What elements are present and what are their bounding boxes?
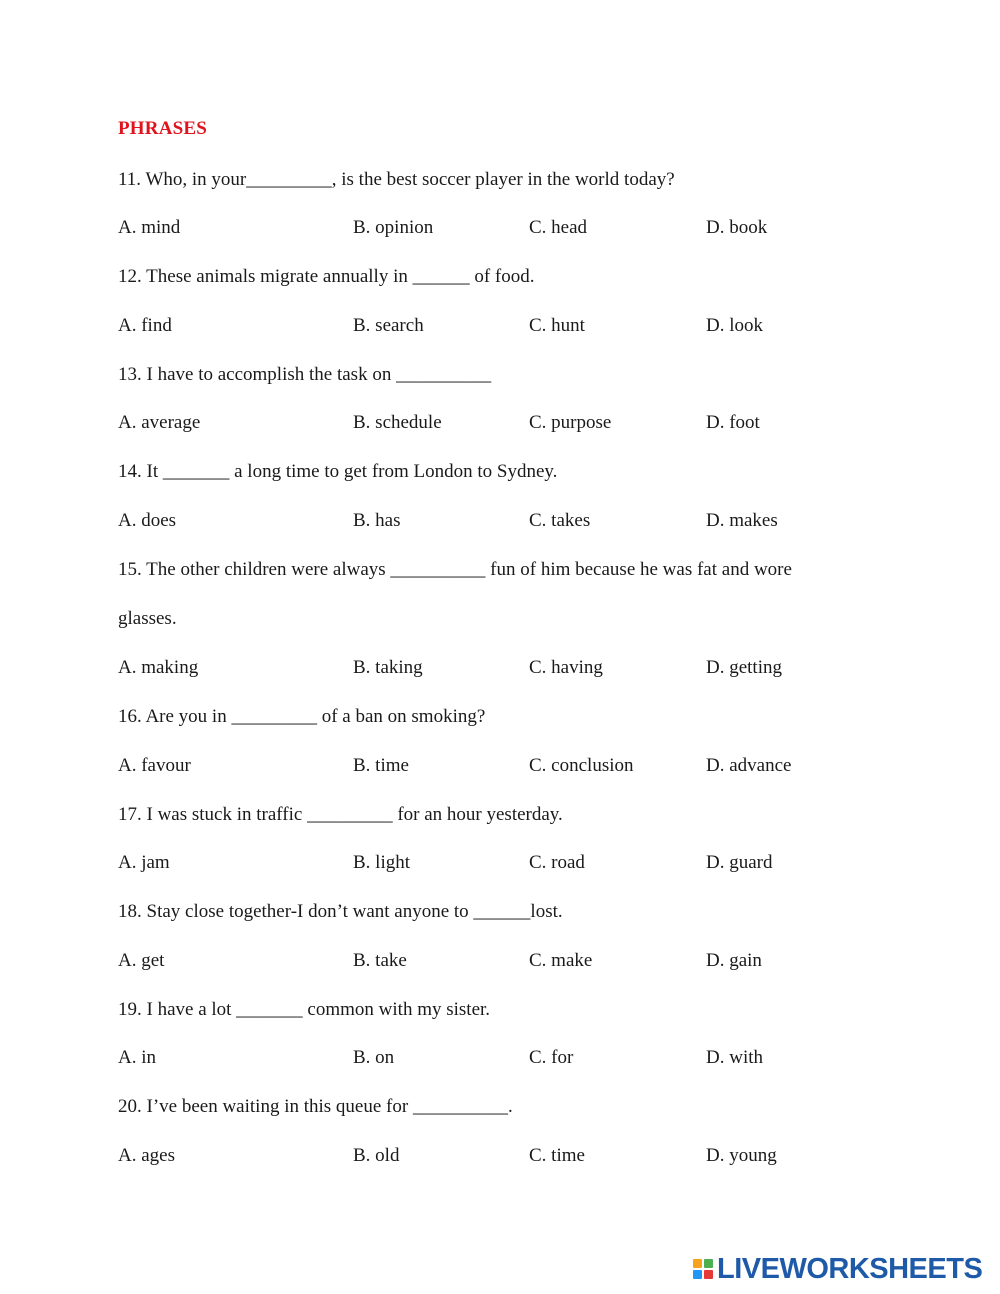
- option-b[interactable]: B. old: [353, 1145, 400, 1166]
- option-d[interactable]: D. guard: [706, 852, 773, 873]
- option-a[interactable]: A. find: [118, 315, 172, 336]
- option-a[interactable]: A. average: [118, 412, 201, 433]
- question-18-options: [118, 949, 918, 973]
- option-b[interactable]: B. taking: [353, 657, 423, 678]
- option-c[interactable]: C. conclusion: [529, 755, 634, 776]
- option-a[interactable]: A. making: [118, 657, 199, 678]
- liveworksheets-logo[interactable]: [693, 1254, 982, 1284]
- question-20-options: [118, 1144, 918, 1168]
- question-13-options: [118, 411, 918, 435]
- question-20-text: 20. I’ve been waiting in this queue for __________.: [118, 1096, 513, 1117]
- question-16-options: [118, 754, 918, 778]
- option-d[interactable]: D. makes: [706, 510, 778, 531]
- option-d[interactable]: D. with: [706, 1047, 763, 1068]
- question-15-text-continued: glasses.: [118, 608, 177, 629]
- option-d[interactable]: D. young: [706, 1145, 777, 1166]
- option-c[interactable]: C. for: [529, 1047, 574, 1068]
- question-18-text: 18. Stay close together-I don’t want anyone to ______lost.: [118, 901, 563, 922]
- question-11-text: 11. Who, in your_________, is the best soccer player in the world today?: [118, 169, 675, 190]
- logo-square-3: [693, 1270, 702, 1279]
- option-c[interactable]: C. having: [529, 657, 603, 678]
- option-b[interactable]: B. light: [353, 852, 411, 873]
- option-a[interactable]: A. jam: [118, 852, 170, 873]
- option-b[interactable]: B. search: [353, 315, 424, 336]
- option-a[interactable]: A. get: [118, 950, 165, 971]
- logo-square-1: [693, 1259, 702, 1268]
- option-c[interactable]: C. purpose: [529, 412, 612, 433]
- question-17-text: 17. I was stuck in traffic _________ for an hour yesterday.: [118, 804, 563, 825]
- question-19-options: [118, 1046, 918, 1070]
- option-d[interactable]: D. gain: [706, 950, 762, 971]
- question-14-options: [118, 509, 918, 533]
- question-13-text: 13. I have to accomplish the task on __________: [118, 364, 492, 385]
- option-c[interactable]: C. hunt: [529, 315, 585, 336]
- question-19-text: 19. I have a lot _______ common with my sister.: [118, 999, 491, 1020]
- option-a[interactable]: A. favour: [118, 755, 191, 776]
- option-d[interactable]: D. look: [706, 315, 763, 336]
- logo-text: LIVEWORKSHEETS: [717, 1252, 983, 1285]
- option-c[interactable]: C. time: [529, 1145, 585, 1166]
- option-d[interactable]: D. book: [706, 217, 768, 238]
- section-title: PHRASES: [118, 118, 208, 139]
- question-17-options: [118, 851, 918, 875]
- option-d[interactable]: D. getting: [706, 657, 782, 678]
- option-a[interactable]: A. ages: [118, 1145, 175, 1166]
- option-c[interactable]: C. head: [529, 217, 588, 238]
- option-d[interactable]: D. foot: [706, 412, 760, 433]
- question-14-text: 14. It _______ a long time to get from London to Sydney.: [118, 461, 558, 482]
- option-a[interactable]: A. in: [118, 1047, 156, 1068]
- option-b[interactable]: B. schedule: [353, 412, 442, 433]
- question-11-options: [118, 216, 918, 240]
- option-c[interactable]: C. road: [529, 852, 585, 873]
- option-a[interactable]: A. mind: [118, 217, 181, 238]
- liveworksheets-logo-icon: [693, 1259, 713, 1279]
- option-b[interactable]: B. on: [353, 1047, 395, 1068]
- option-b[interactable]: B. time: [353, 755, 409, 776]
- question-15-options: [118, 656, 918, 680]
- option-d[interactable]: D. advance: [706, 755, 792, 776]
- logo-square-4: [704, 1270, 713, 1279]
- question-12-options: [118, 314, 918, 338]
- option-b[interactable]: B. take: [353, 950, 407, 971]
- question-15-text: 15. The other children were always __________ fun of him because he was fat and wore: [118, 559, 792, 580]
- option-a[interactable]: A. does: [118, 510, 177, 531]
- logo-square-2: [704, 1259, 713, 1268]
- option-c[interactable]: C. make: [529, 950, 593, 971]
- option-c[interactable]: C. takes: [529, 510, 591, 531]
- option-b[interactable]: B. opinion: [353, 217, 434, 238]
- question-12-text: 12. These animals migrate annually in ______ of food.: [118, 266, 535, 287]
- option-b[interactable]: B. has: [353, 510, 401, 531]
- question-16-text: 16. Are you in _________ of a ban on smoking?: [118, 706, 486, 727]
